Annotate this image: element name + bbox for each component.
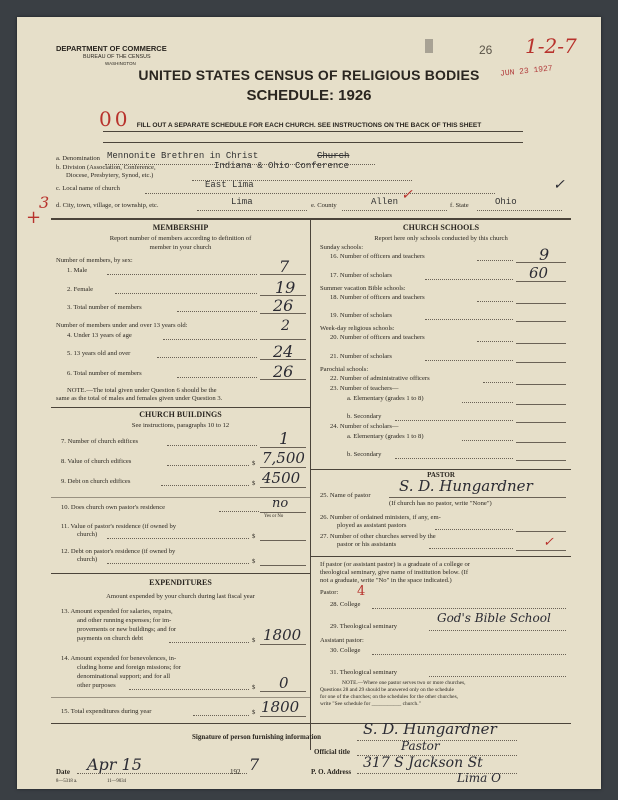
division-label-2: Diocese, Presbytery, Synod, etc.) <box>66 172 154 179</box>
q12-debt-label: 12. Debt on pastor's residence (if owned by <box>61 548 176 555</box>
answer-line <box>516 550 566 551</box>
q25-label: 25. Name of pastor <box>320 492 371 499</box>
answer-line <box>260 313 306 314</box>
q17-label: 17. Number of scholars <box>330 272 392 279</box>
q26-label-2: ployed as assistant pastors <box>337 522 407 529</box>
dotted-line <box>115 293 257 294</box>
answer-line <box>260 467 306 468</box>
q25-pastor-name[interactable]: S. D. Hungardner <box>399 477 533 495</box>
county-label: e. County <box>311 202 337 209</box>
answer-line <box>516 262 566 263</box>
q12-debt-label-2: church) <box>77 556 98 563</box>
dotted-line <box>395 420 513 421</box>
age-label: Number of members under and over 13 years old: <box>56 322 188 329</box>
answer-line <box>260 339 306 340</box>
dotted-line <box>477 260 513 261</box>
dotted-line <box>372 608 566 609</box>
local-name-label: c. Local name of church <box>56 185 120 192</box>
divider <box>103 142 523 143</box>
dollar-sign: $ <box>252 684 256 691</box>
year-prefix: 192 <box>230 768 241 776</box>
q27-label-2: pastor or his assistants <box>337 541 397 548</box>
q15-value[interactable]: 1800 <box>261 698 300 716</box>
dotted-line <box>107 538 249 539</box>
q18-label: 18. Number of officers and teachers <box>330 294 425 301</box>
answer-line <box>260 359 306 360</box>
dollar-sign: $ <box>252 460 256 467</box>
q16-label: 16. Number of officers and teachers <box>330 253 425 260</box>
red-mark: 4 <box>357 584 366 599</box>
received-stamp: JUN 23 1927 <box>499 64 554 79</box>
grad-line-2: theological seminary, give name of institution below. (If <box>320 569 469 576</box>
section-divider <box>311 556 571 557</box>
q13-label-2: and other running expenses; for im- <box>77 617 172 624</box>
q1-male-value[interactable]: 7 <box>279 257 290 276</box>
form-number: 8—5318 a. <box>56 779 78 784</box>
q5-over13-label: 5. 13 years old and over <box>67 350 131 357</box>
dotted-line <box>177 377 257 378</box>
divider <box>103 131 523 132</box>
printed-number: 26 <box>479 43 493 57</box>
q4-under13-label: 4. Under 13 years of age <box>67 332 132 339</box>
answer-line <box>516 384 566 385</box>
staple-mark <box>425 39 433 53</box>
city-label: WASHINGTON <box>105 61 136 66</box>
q14-label-3: denominational support; and for all <box>77 673 171 680</box>
answer-line <box>516 531 566 532</box>
dotted-line <box>477 341 513 342</box>
answer-line <box>516 442 566 443</box>
dotted-line <box>157 357 257 358</box>
membership-note1: NOTE.—The total given under Question 6 should be the <box>67 387 217 394</box>
buildings-heading: CHURCH BUILDINGS <box>139 410 222 419</box>
dotted-line <box>167 445 257 446</box>
column-divider <box>310 218 311 750</box>
q3-total-value[interactable]: 26 <box>273 296 294 315</box>
asst-subhead: Assistant pastor: <box>320 637 364 644</box>
section-divider <box>51 407 310 408</box>
q5-over13-value[interactable]: 24 <box>273 342 294 361</box>
q13-label-3: provements or new buildings; and for <box>77 626 177 633</box>
q10-residence-label: 10. Does church own pastor's residence <box>61 504 166 511</box>
q24b-label: b. Secondary <box>347 451 382 458</box>
answer-line <box>260 565 306 566</box>
dotted-line <box>483 382 513 383</box>
dollar-sign: $ <box>252 533 256 540</box>
form-number-2: 11—9034 <box>107 779 127 784</box>
division-label: b. Division (Association, Conference, <box>56 164 156 171</box>
red-margin-mark: + <box>26 207 42 228</box>
census-schedule-page <box>17 17 601 789</box>
parochial-label: Parochial schools: <box>320 366 369 373</box>
dotted-line <box>372 654 566 655</box>
city-label: d. City, town, village, or township, etc. <box>56 202 159 209</box>
q11-value-label: 11. Value of pastor's residence (if owned by <box>61 523 177 530</box>
dotted-line <box>145 193 495 194</box>
q13-label-4: payments on church debt <box>77 635 144 642</box>
q2-female-value[interactable]: 19 <box>275 278 296 297</box>
schools-sub: Report here only schools conducted by this church <box>374 235 508 242</box>
dollar-sign: $ <box>252 558 256 565</box>
expenditures-sub: Amount expended by your church during last fiscal year <box>106 593 255 600</box>
q13-value[interactable]: 1800 <box>263 626 302 644</box>
dotted-line <box>169 642 249 643</box>
address-label: P. O. Address <box>311 768 352 776</box>
dotted-line <box>107 563 249 564</box>
answer-line <box>260 540 306 541</box>
q10-residence-value[interactable]: no <box>272 496 289 511</box>
membership-sub2: member in your church <box>149 244 212 251</box>
q14-label-2: cluding home and foreign missions; for <box>77 664 181 671</box>
q8-value-value[interactable]: 7,500 <box>262 449 305 467</box>
answer-line <box>516 281 566 282</box>
q29-seminary-value[interactable]: God's Bible School <box>437 611 551 625</box>
q7-edifices-value[interactable]: 1 <box>279 429 290 448</box>
handwritten-code: 1-2-7 <box>525 34 577 58</box>
summer-label: Summer vacation Bible schools: <box>320 285 406 292</box>
q24a-label: a. Elementary (grades 1 to 8) <box>347 433 424 440</box>
county-value[interactable]: Allen <box>371 197 399 207</box>
pastor-heading: PASTOR <box>427 471 455 479</box>
section-divider <box>51 573 310 574</box>
state-value[interactable]: Ohio <box>495 197 517 207</box>
answer-line <box>260 512 306 513</box>
q9-debt-label: 9. Debt on church edifices <box>61 478 131 485</box>
division-value[interactable]: Indiana & Ohio Conference <box>214 161 350 171</box>
q23b-label: b. Secondary <box>347 413 382 420</box>
q27-label-1: 27. Number of other churches served by the <box>320 533 436 540</box>
q21-label: 21. Number of scholars <box>330 353 392 360</box>
denomination-value[interactable]: Mennonite Brethren in Christ <box>107 151 259 161</box>
dotted-line <box>477 210 562 211</box>
dotted-line <box>429 676 566 677</box>
dotted-line <box>107 274 257 275</box>
weekday-label: Week-day religious schools: <box>320 325 395 332</box>
dotted-line <box>219 511 259 512</box>
membership-sub1: Report number of members according to definition of <box>109 235 252 242</box>
q30-label: 30. College <box>330 647 361 654</box>
dotted-line <box>197 210 307 211</box>
q11-value-label-2: church) <box>77 531 98 538</box>
dept-label: DEPARTMENT OF COMMERCE <box>56 44 167 53</box>
denomination-label: a. Denomination <box>56 155 100 162</box>
official-title-label: Official title <box>314 748 350 756</box>
pastor-note-4: write "See schedule for ___________ church." <box>320 701 421 707</box>
q6-total-value[interactable]: 26 <box>273 362 294 381</box>
grad-line-1: If pastor (or assistant pastor) is a graduate of a college or <box>320 561 470 568</box>
answer-line <box>260 487 306 488</box>
denomination-struck-word: Church <box>317 151 350 161</box>
date-value[interactable]: Apr 15 <box>87 755 142 774</box>
dotted-line <box>462 402 513 403</box>
dotted-line <box>167 465 249 466</box>
q15-label: 15. Total expenditures during year <box>61 708 152 715</box>
dotted-line <box>477 301 513 302</box>
dotted-line <box>395 458 513 459</box>
dollar-sign: $ <box>252 709 256 716</box>
pastor-subhead: Pastor: <box>320 589 339 596</box>
dotted-line <box>342 210 447 211</box>
dotted-line <box>161 485 249 486</box>
table-top-rule <box>51 218 571 220</box>
answer-line <box>516 460 566 461</box>
answer-line <box>260 274 306 275</box>
city-value[interactable]: Lima <box>231 197 253 207</box>
q26-label-1: 26. Number of ordained ministers, if any, em- <box>320 514 441 521</box>
answer-line <box>260 691 306 692</box>
local-name-value[interactable]: East Lima <box>205 180 254 190</box>
dotted-line <box>425 319 513 320</box>
handwritten-zero-code: 00 <box>99 107 131 131</box>
answer-line <box>516 321 566 322</box>
dotted-line <box>435 529 513 530</box>
address-value[interactable]: 317 S Jackson St <box>363 755 483 771</box>
signature-label: Signature of person furnishing information <box>192 733 321 741</box>
q13-label-1: 13. Amount expended for salaries, repairs, <box>61 608 173 615</box>
answer-line <box>516 343 566 344</box>
instruction-line: FILL OUT A SEPARATE SCHEDULE FOR EACH CHURCH. SEE INSTRUCTIONS ON THE BACK OF THIS SHEET <box>136 122 482 129</box>
q7-edifices-label: 7. Number of church edifices <box>61 438 139 445</box>
answer-line <box>260 379 306 380</box>
dotted-line <box>177 311 257 312</box>
expenditures-heading: EXPENDITURES <box>149 578 212 587</box>
q4-under13-value[interactable]: 2 <box>281 318 290 334</box>
grad-line-3: not a graduate, write "No" in the space indicated.) <box>320 577 452 584</box>
dotted-line <box>193 715 249 716</box>
yes-no-hint: Yes or No <box>264 514 284 519</box>
q19-label: 19. Number of scholars <box>330 312 392 319</box>
dotted-line <box>163 339 257 340</box>
membership-heading: MEMBERSHIP <box>152 223 209 232</box>
signature-value[interactable]: S. D. Hungardner <box>363 720 497 738</box>
q22-label: 22. Number of administrative officers <box>330 375 430 382</box>
dotted-line <box>425 279 513 280</box>
red-margin-mark: 3 <box>39 193 50 212</box>
date-label: Date <box>56 768 70 776</box>
dotted-line <box>462 440 513 441</box>
pastor-note-2: Questions 28 and 29 should be answered only on the schedule <box>320 687 454 693</box>
dotted-line <box>77 773 247 774</box>
answer-line <box>516 303 566 304</box>
q14-label-1: 14. Amount expended for benevolences, in- <box>61 655 177 662</box>
q29-label: 29. Theological seminary <box>330 623 398 630</box>
q3-total-label: 3. Total number of members <box>67 304 142 311</box>
dollar-sign: $ <box>252 637 256 644</box>
q20-label: 20. Number of officers and teachers <box>330 334 425 341</box>
buildings-sub: See instructions, paragraphs 10 to 12 <box>131 422 230 429</box>
answer-line <box>516 362 566 363</box>
state-label: f. State <box>450 202 469 209</box>
q28-label: 28. College <box>330 601 361 608</box>
schools-heading: CHURCH SCHOOLS <box>402 223 480 232</box>
dotted-line <box>429 630 566 631</box>
pastor-note-1: NOTE.—Where one pastor serves two or more churches, <box>342 680 466 686</box>
q25-note: (If church has no pastor, write "None") <box>389 500 492 507</box>
by-sex-label: Number of members, by sex: <box>56 257 133 264</box>
q6-total-label: 6. Total number of members <box>67 370 142 377</box>
official-title-value[interactable]: Pastor <box>401 739 440 753</box>
q24-label: 24. Number of scholars— <box>330 423 399 430</box>
dotted-line <box>425 360 513 361</box>
q14-label-4: other purposes <box>77 682 116 689</box>
q23a-label: a. Elementary (grades 1 to 8) <box>347 395 424 402</box>
form-title: UNITED STATES CENSUS OF RELIGIOUS BODIES <box>138 67 480 83</box>
answer-line <box>260 644 306 645</box>
check-mark: ✓ <box>553 177 565 193</box>
dollar-sign: $ <box>252 480 256 487</box>
sunday-label: Sunday schools: <box>320 244 364 251</box>
check-mark-red: ✓ <box>401 187 413 203</box>
q31-label: 31. Theological seminary <box>330 669 398 676</box>
address-city-value[interactable]: Lima O <box>457 771 501 785</box>
q23-label: 23. Number of teachers— <box>330 385 399 392</box>
answer-line <box>389 497 566 498</box>
schedule-title: SCHEDULE: 1926 <box>246 87 372 104</box>
q1-male-label: 1. Male <box>67 267 88 274</box>
answer-line <box>260 447 306 448</box>
year-value[interactable]: 7 <box>249 755 260 774</box>
membership-note2: same as the total of males and females given under Question 3. <box>56 395 223 402</box>
answer-line <box>260 716 306 717</box>
q8-value-label: 8. Value of church edifices <box>61 458 132 465</box>
answer-line <box>516 404 566 405</box>
dotted-line <box>429 548 513 549</box>
pastor-note-3: for one of the churches; on the schedules for the other churches, <box>320 694 459 700</box>
answer-line <box>516 422 566 423</box>
q9-debt-value[interactable]: 4500 <box>262 469 301 487</box>
q14-value[interactable]: 0 <box>279 674 289 692</box>
check-mark-red: ✓ <box>543 535 554 550</box>
bureau-label: BUREAU OF THE CENSUS <box>83 54 151 60</box>
q16-value[interactable]: 9 <box>539 245 550 264</box>
dotted-line <box>129 689 249 690</box>
q17-value[interactable]: 60 <box>529 264 549 282</box>
section-divider <box>311 469 571 470</box>
q2-female-label: 2. Female <box>67 286 94 293</box>
